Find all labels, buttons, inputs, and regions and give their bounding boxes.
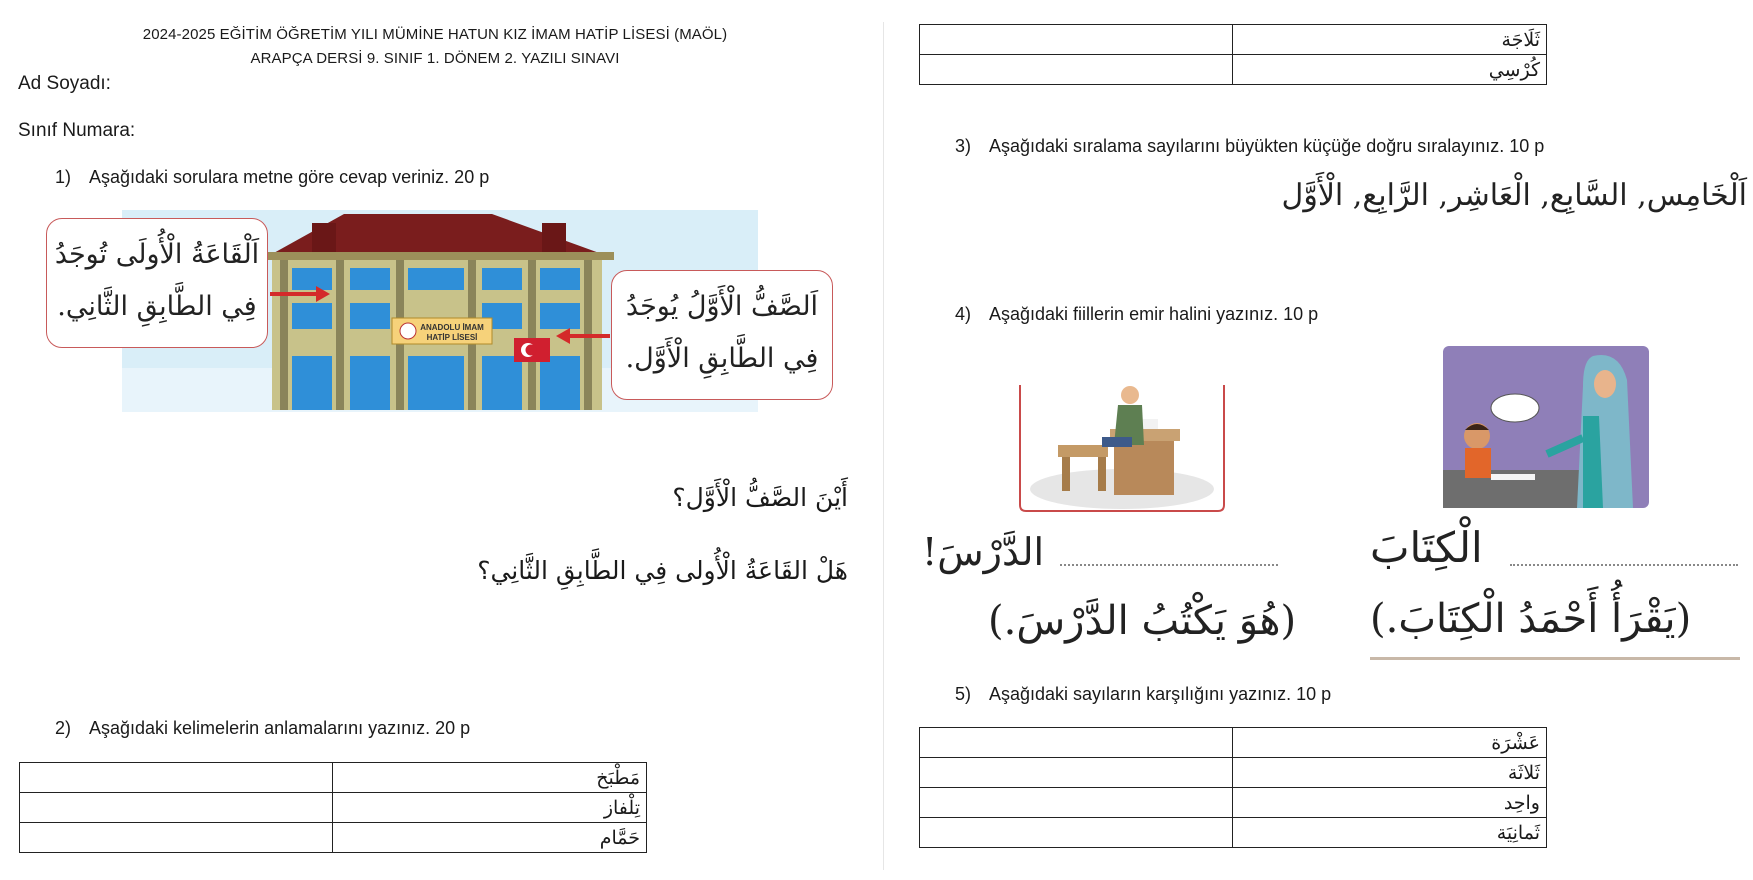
table-row [920, 25, 1547, 55]
table-row [920, 758, 1547, 788]
q4-right-answer-line[interactable] [1510, 564, 1738, 566]
teacher-student-image [1443, 346, 1649, 508]
number-word-cell: ثَمانِيَة [1233, 818, 1547, 848]
name-label: Ad Soyadı: [18, 73, 111, 94]
answer-cell[interactable] [920, 818, 1233, 848]
speech-bubble-left [46, 218, 268, 348]
column-divider [883, 22, 884, 870]
table-row [920, 728, 1547, 758]
question-3-number: 3) [955, 136, 972, 156]
question-5-heading [955, 684, 1331, 705]
q4-right-word: الْكِتَابَ [1370, 523, 1483, 572]
question-4-number: 4) [955, 304, 972, 324]
answer-cell[interactable] [20, 763, 333, 793]
table-row [920, 818, 1547, 848]
answer-cell[interactable] [920, 788, 1233, 818]
word-cell: تِلْفاز [333, 793, 647, 823]
number-word-cell: ثَلاثَة [1233, 758, 1547, 788]
table-row [920, 788, 1547, 818]
exam-subtitle: ARAPÇA DERSİ 9. SINIF 1. DÖNEM 2. YAZILI SINAVI [250, 50, 620, 67]
school-sign-line-2: HATİP LİSESİ [426, 333, 478, 342]
table-row [920, 55, 1547, 85]
question-1a: أَيْنَ الصَّفُّ الْأَوَّل؟ [672, 483, 848, 512]
answer-cell[interactable] [920, 55, 1233, 85]
word-cell: حَمَّام [333, 823, 647, 853]
question-4-heading [955, 304, 1318, 325]
numbers-table [919, 727, 1547, 848]
table-row [20, 793, 647, 823]
student-writing-image [1018, 385, 1226, 513]
question-2-heading [55, 718, 470, 739]
q4-left-answer-line[interactable] [1060, 564, 1278, 566]
word-cell: كُرْسِي [1233, 55, 1547, 85]
vocabulary-table-right [919, 24, 1547, 85]
number-word-cell: عَشْرَة [1233, 728, 1547, 758]
q4-right-example: (يَقْرَأُ أَحْمَدُ الْكِتَابَ.) [1370, 596, 1692, 642]
question-1b: هَلْ القَاعَةُ الْأُولى فِي الطَّابِقِ الثَّانِي؟ [477, 556, 848, 585]
q4-left-example: (هُوَ يَكْتُبُ الدَّرْسَ.) [988, 598, 1297, 644]
underline-decoration [1370, 657, 1740, 660]
answer-cell[interactable] [920, 25, 1233, 55]
number-word-cell: واحِد [1233, 788, 1547, 818]
question-3-heading [955, 136, 1544, 157]
question-3-text: Aşağıdaki sıralama sayılarını büyükten küçüğe doğru sıralayınız. 10 p [989, 136, 1545, 156]
word-cell: ثَلَاجَة [1233, 25, 1547, 55]
q4-left-word: الدَّرْسَ! [922, 530, 1045, 574]
answer-cell[interactable] [20, 793, 333, 823]
vocabulary-table-left [19, 762, 647, 853]
question-2-text: Aşağıdaki kelimelerin anlamalarını yazınız. 20 p [89, 718, 471, 738]
table-row [20, 763, 647, 793]
word-cell: مَطْبَخ [333, 763, 647, 793]
school-sign-line-1: ANADOLU İMAM [420, 323, 484, 332]
class-number-label: Sınıf Numara: [18, 120, 136, 141]
speech-bubble-right [611, 270, 833, 400]
exam-title: 2024-2025 EĞİTİM ÖĞRETİM YILI MÜMİNE HATUN KIZ İMAM HATİP LİSESİ (MAÖL) [142, 26, 728, 43]
bubble-right-line-2: فِي الطَّابِقِ الْأَوَّل. [625, 343, 819, 374]
question-1-text: Aşağıdaki sorulara metne göre cevap veriniz. 20 p [89, 167, 490, 187]
question-1-heading [55, 167, 489, 188]
question-2-number: 2) [55, 718, 72, 738]
question-1-number: 1) [55, 167, 72, 187]
table-row [20, 823, 647, 853]
question-5-text: Aşağıdaki sayıların karşılığını yazınız. 10 p [989, 684, 1332, 704]
ordinal-numbers-list: اَلْخَامِس, السَّابِع, الْعَاشِر, الرَّابِع, الْأَوَّل [1281, 178, 1747, 213]
question-4-text: Aşağıdaki fiillerin emir halini yazınız. 10 p [989, 304, 1319, 324]
answer-cell[interactable] [20, 823, 333, 853]
bubble-left-line-2: فِي الطَّابِقِ الثَّانِي. [57, 291, 257, 322]
question-5-number: 5) [955, 684, 972, 704]
bubble-left-line-1: اَلْقَاعَةُ الْأُولَى تُوجَدُ [54, 239, 260, 270]
answer-cell[interactable] [920, 728, 1233, 758]
bubble-right-line-1: اَلصَّفُّ الْأَوَّلُ يُوجَدُ [625, 291, 819, 322]
answer-cell[interactable] [920, 758, 1233, 788]
